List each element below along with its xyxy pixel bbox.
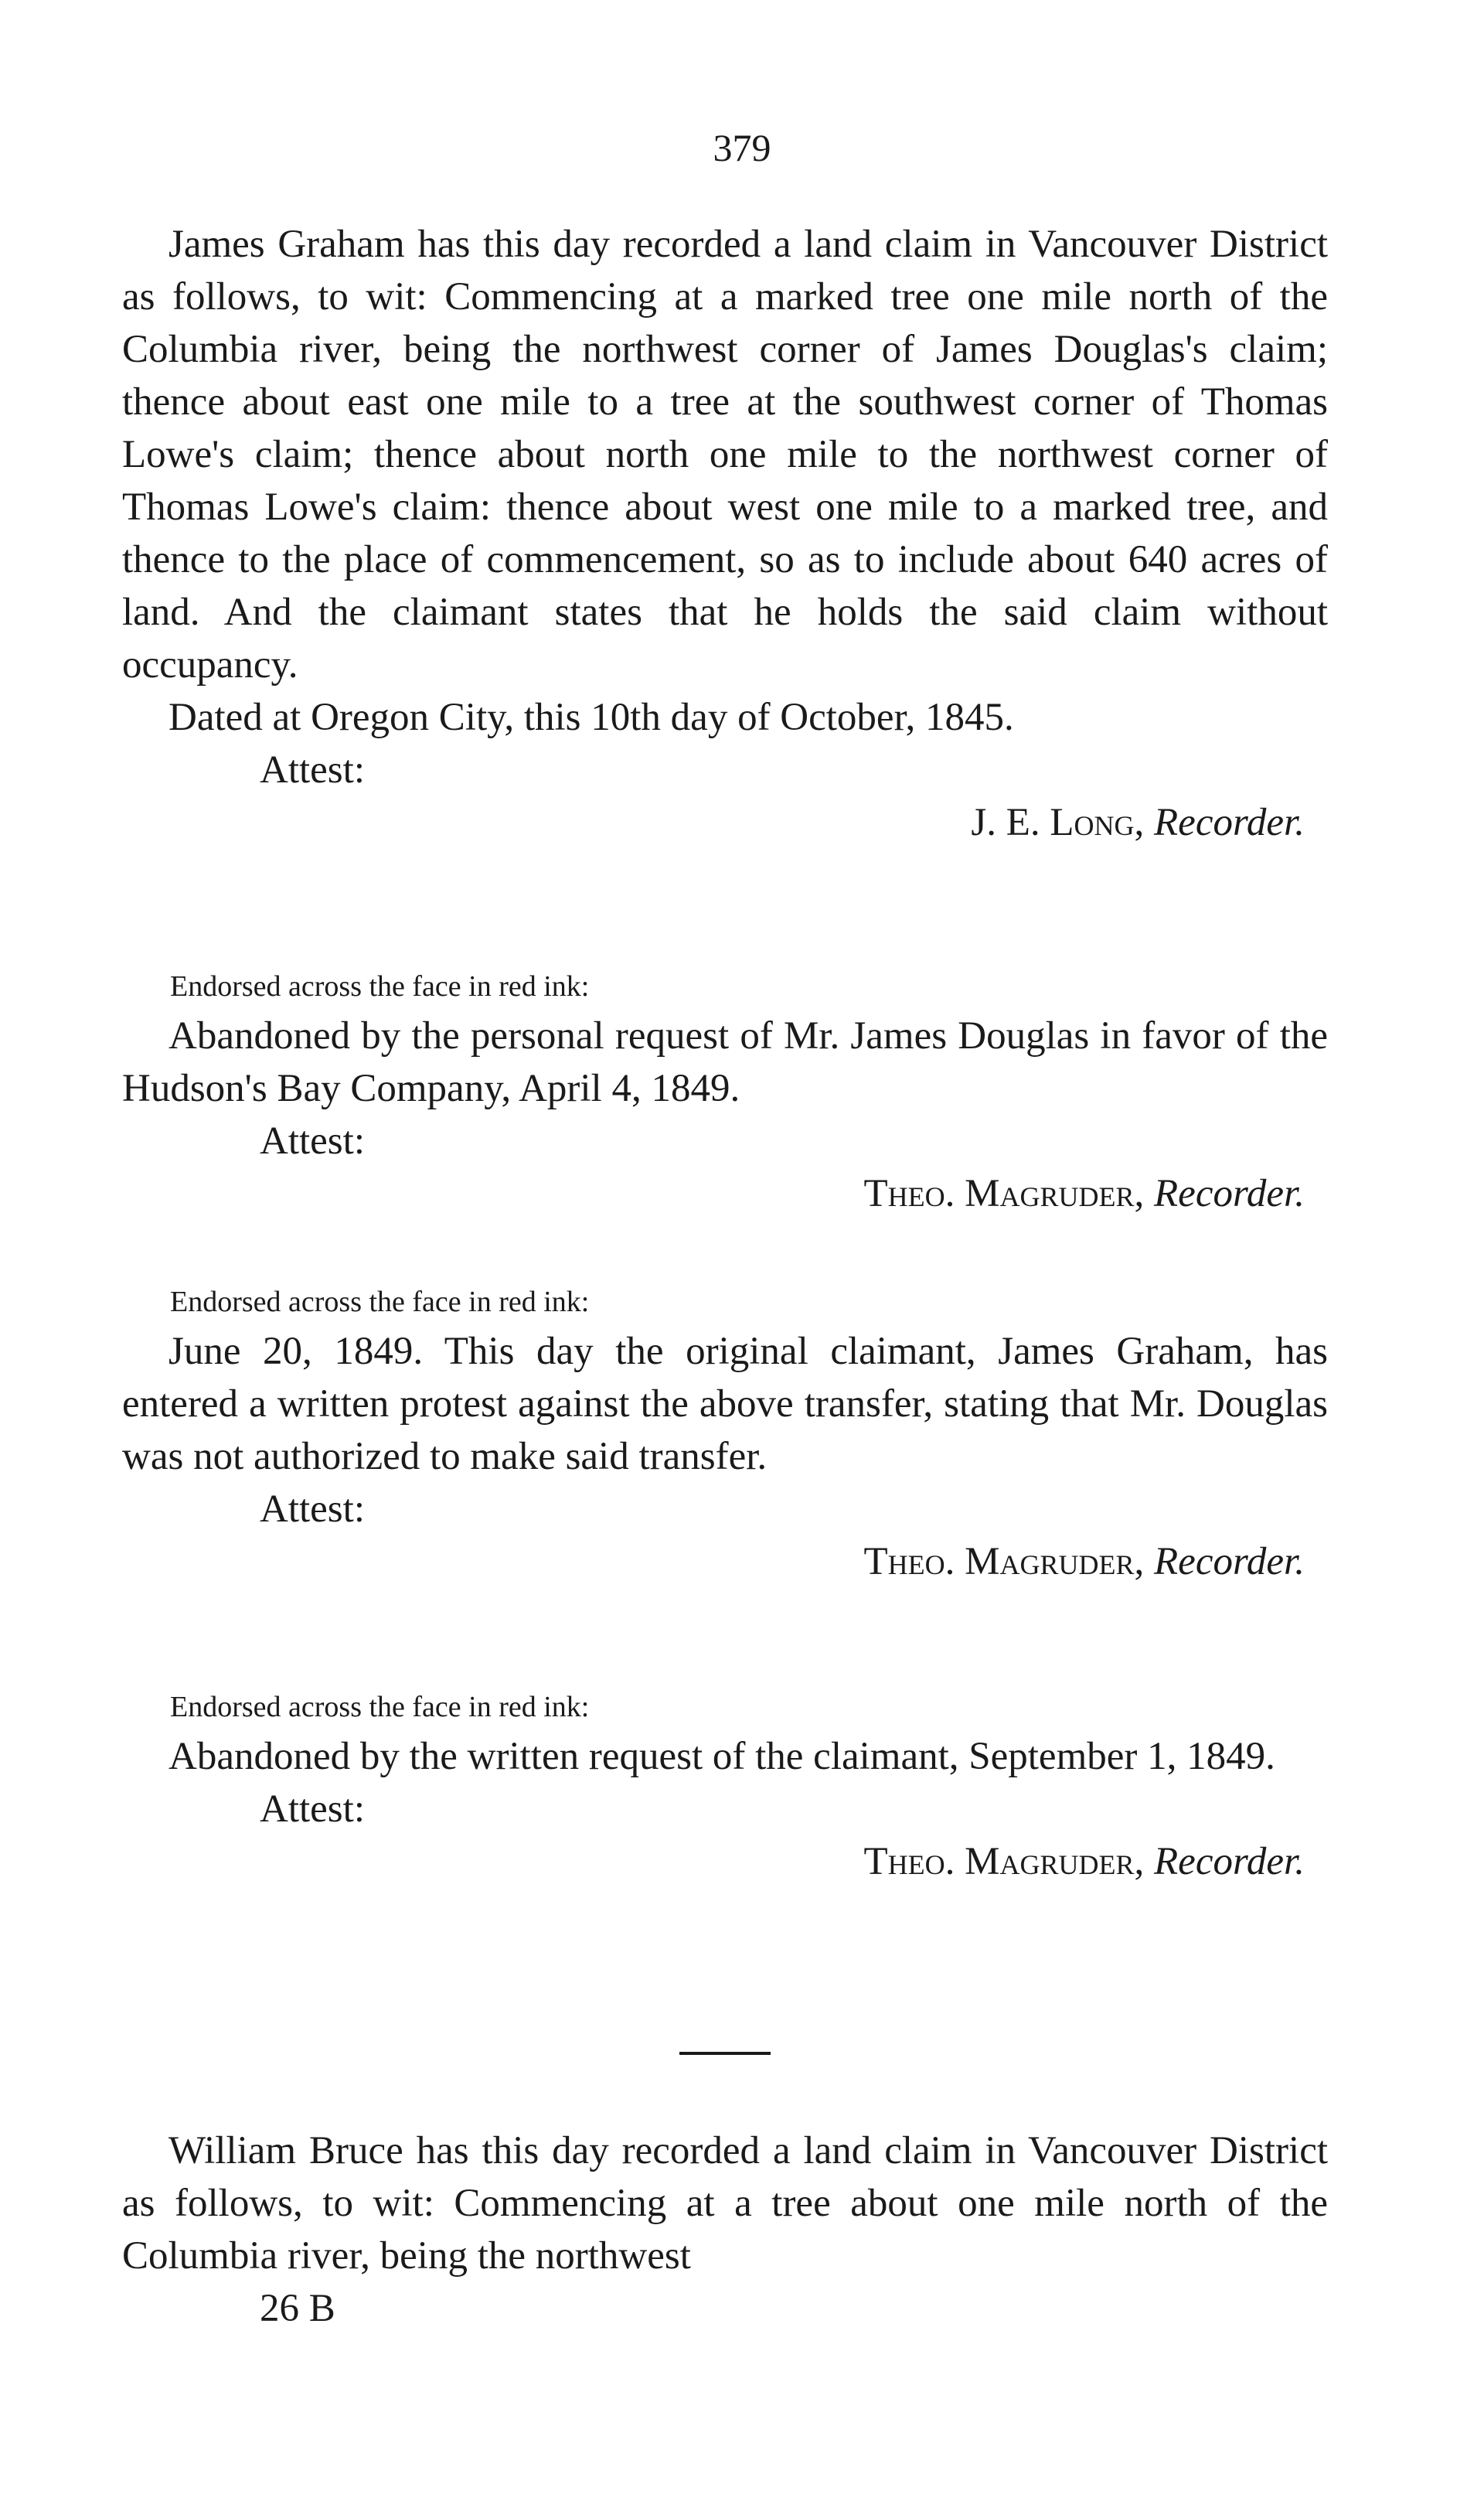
recorder-name: Theo. Magruder, (863, 1172, 1145, 1215)
endorsement-2 (122, 1279, 1328, 1588)
page-number: 379 (713, 126, 771, 169)
claim-paragraph: William Bruce has this day recorded a land claim in Vancouver District as follows, to wit: Commencing at a tree about one mile north of the Columbia river, being the northwest (122, 2129, 1328, 2278)
claim-paragraph: James Graham has this day recorded a land claim in Vancouver District as follows, to wit: Commencing at a marked tree one mile north of the Columbia river, being the northwest corner of James Douglas's claim; thence about east one mile to a tree at the southwest corner of Thomas Lowe's claim; thence about north one mile to the northwest corner of Thomas Lowe's claim: thence about west one mile to a marked tree, and thence to the place of commencement, so as to include about 640 acres of land. And the claimant states that he holds the said claim without occupancy. (122, 223, 1328, 687)
endorsement-1 (122, 963, 1328, 1220)
recorder-title: Recorder. (1154, 801, 1305, 844)
recorder-name: Theo. Magruder, (863, 1540, 1145, 1583)
section-divider (679, 2052, 771, 2055)
endorsement-heading: Endorsed across the face in red ink: (170, 970, 590, 1003)
recorder-signature (122, 796, 1328, 849)
endorsement-heading: Endorsed across the face in red ink: (170, 1286, 590, 1318)
attest-label: Attest: (260, 1487, 365, 1531)
endorsement-3 (122, 1684, 1328, 1888)
signature-mark: 26 B (260, 2287, 335, 2330)
endorsement-text: Abandoned by the written request of the claimant, September 1, 1849. (168, 1735, 1275, 1778)
attest-label: Attest: (260, 748, 365, 792)
dated-line: Dated at Oregon City, this 10th day of October, 1845. (168, 696, 1014, 739)
endorsement-heading: Endorsed across the face in red ink: (170, 1691, 590, 1723)
recorder-name: J. E. Long, (971, 801, 1145, 844)
endorsement-text: Abandoned by the personal request of Mr. James Douglas in favor of the Hudson's Bay Company, April 4, 1849. (122, 1014, 1328, 1110)
recorder-title: Recorder. (1154, 1172, 1305, 1215)
recorder-signature (122, 1535, 1328, 1588)
recorder-signature (122, 1167, 1328, 1220)
recorder-signature (122, 1835, 1328, 1888)
recorder-title: Recorder. (1154, 1540, 1305, 1583)
entry-william-bruce (122, 2124, 1328, 2335)
entry-james-graham (122, 218, 1328, 849)
attest-label: Attest: (260, 1119, 365, 1163)
recorder-name: Theo. Magruder, (863, 1840, 1145, 1883)
section-divider-wrap (122, 2052, 1328, 2055)
recorder-title: Recorder. (1154, 1840, 1305, 1883)
endorsement-text: June 20, 1849. This day the original claimant, James Graham, has entered a written protest against the above transfer, stating that Mr. Douglas was not authorized to make said transfer. (122, 1330, 1328, 1478)
attest-label: Attest: (260, 1787, 365, 1831)
